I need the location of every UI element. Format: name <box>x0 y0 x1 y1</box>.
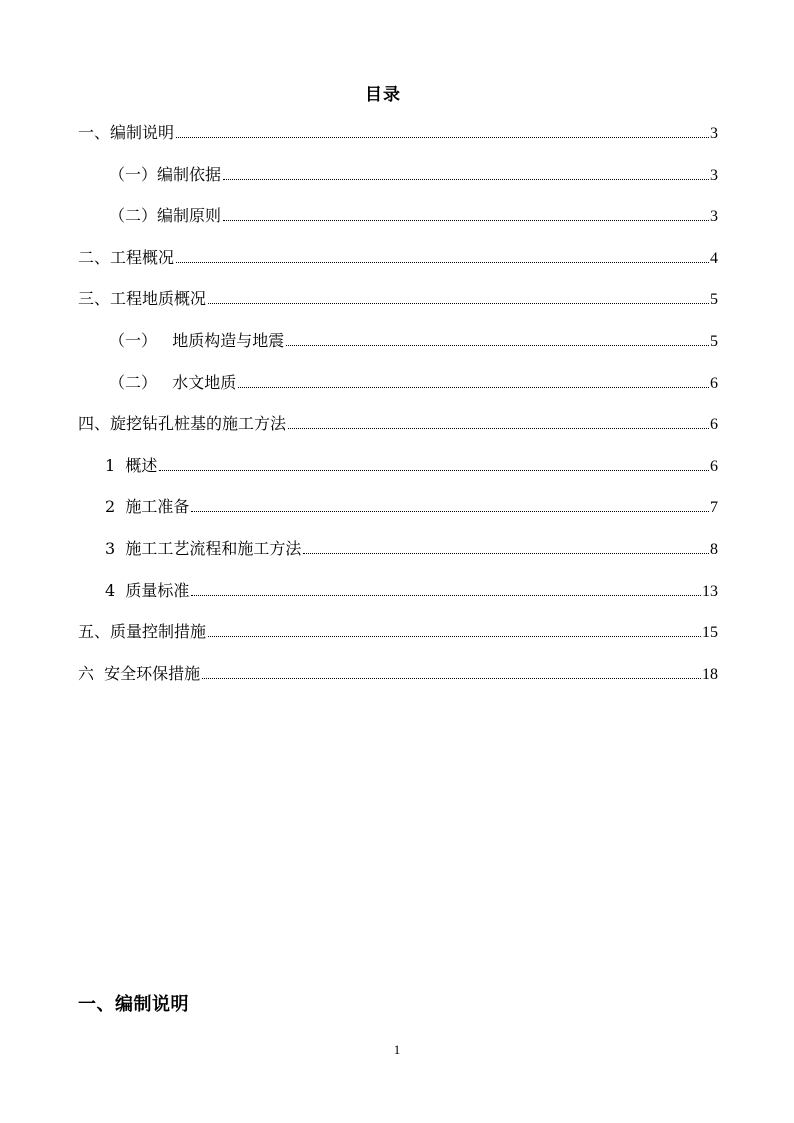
toc-entry[interactable] <box>78 329 718 371</box>
toc-entry-page: 3 <box>710 208 718 226</box>
toc-entry-label: （一） 地质构造与地震 <box>109 330 285 350</box>
toc-entry-page: 18 <box>702 665 718 683</box>
toc-entry[interactable] <box>78 620 718 662</box>
toc-entry[interactable] <box>78 662 718 704</box>
toc-entry[interactable] <box>78 121 718 163</box>
toc-entry-label: 4 质量标准 <box>105 580 190 600</box>
toc-entry-page: 7 <box>710 499 718 517</box>
toc-entry[interactable] <box>78 537 718 579</box>
toc-entry[interactable] <box>78 163 718 205</box>
toc-entry[interactable] <box>78 495 718 537</box>
toc-dot-leader <box>223 179 709 180</box>
toc-entry-page: 3 <box>710 166 718 184</box>
page-number: 1 <box>393 1042 401 1057</box>
toc-entry-page: 13 <box>702 582 718 600</box>
toc-entry[interactable] <box>78 579 718 621</box>
toc-entry-page: 5 <box>710 332 718 350</box>
toc-dot-leader <box>223 220 709 221</box>
toc-entry-label: 3 施工工艺流程和施工方法 <box>105 538 302 558</box>
toc-entry-page: 4 <box>710 249 718 267</box>
toc-entry-label: 2 施工准备 <box>105 497 190 517</box>
toc-entry[interactable] <box>78 454 718 496</box>
toc-dot-leader <box>176 262 709 263</box>
toc-entry[interactable] <box>78 246 718 288</box>
toc-dot-leader <box>208 303 709 304</box>
toc-entry-label: （二） 水文地质 <box>109 372 237 392</box>
toc-entry[interactable] <box>78 371 718 413</box>
toc-dot-leader <box>288 428 709 429</box>
toc-entry-label: （二）编制原则 <box>109 206 222 226</box>
toc-entry-label: 一、编制说明 <box>78 123 175 142</box>
toc-title: 目录 <box>365 85 401 105</box>
toc-entry-label: （一）编制依据 <box>109 164 222 184</box>
toc-entry-page: 6 <box>710 416 718 434</box>
table-of-contents <box>78 121 718 703</box>
toc-entry-page: 6 <box>710 374 718 392</box>
toc-dot-leader <box>208 636 701 637</box>
toc-dot-leader <box>176 137 709 138</box>
toc-entry[interactable] <box>78 204 718 246</box>
toc-entry[interactable] <box>78 287 718 329</box>
toc-entry-label: 二、工程概况 <box>78 247 175 267</box>
toc-entry-page: 8 <box>710 540 718 558</box>
toc-dot-leader <box>286 345 709 346</box>
toc-entry-page: 15 <box>702 624 718 642</box>
toc-entry[interactable] <box>78 412 718 454</box>
toc-dot-leader <box>202 678 701 679</box>
toc-entry-page: 5 <box>710 291 718 309</box>
toc-entry-page: 3 <box>710 125 718 142</box>
toc-entry-label: 四、旋挖钻孔桩基的施工方法 <box>78 414 287 434</box>
toc-dot-leader <box>159 470 709 471</box>
toc-entry-label: 三、工程地质概况 <box>78 289 207 309</box>
toc-entry-page: 6 <box>710 457 718 475</box>
toc-dot-leader <box>191 511 709 512</box>
toc-dot-leader <box>191 595 701 596</box>
toc-dot-leader <box>303 553 709 554</box>
toc-entry-label: 1 概述 <box>105 455 158 475</box>
toc-entry-label: 六 安全环保措施 <box>78 663 201 683</box>
toc-entry-label: 五、质量控制措施 <box>78 622 207 642</box>
toc-dot-leader <box>238 387 709 388</box>
section-heading: 一、编制说明 <box>78 994 189 1015</box>
